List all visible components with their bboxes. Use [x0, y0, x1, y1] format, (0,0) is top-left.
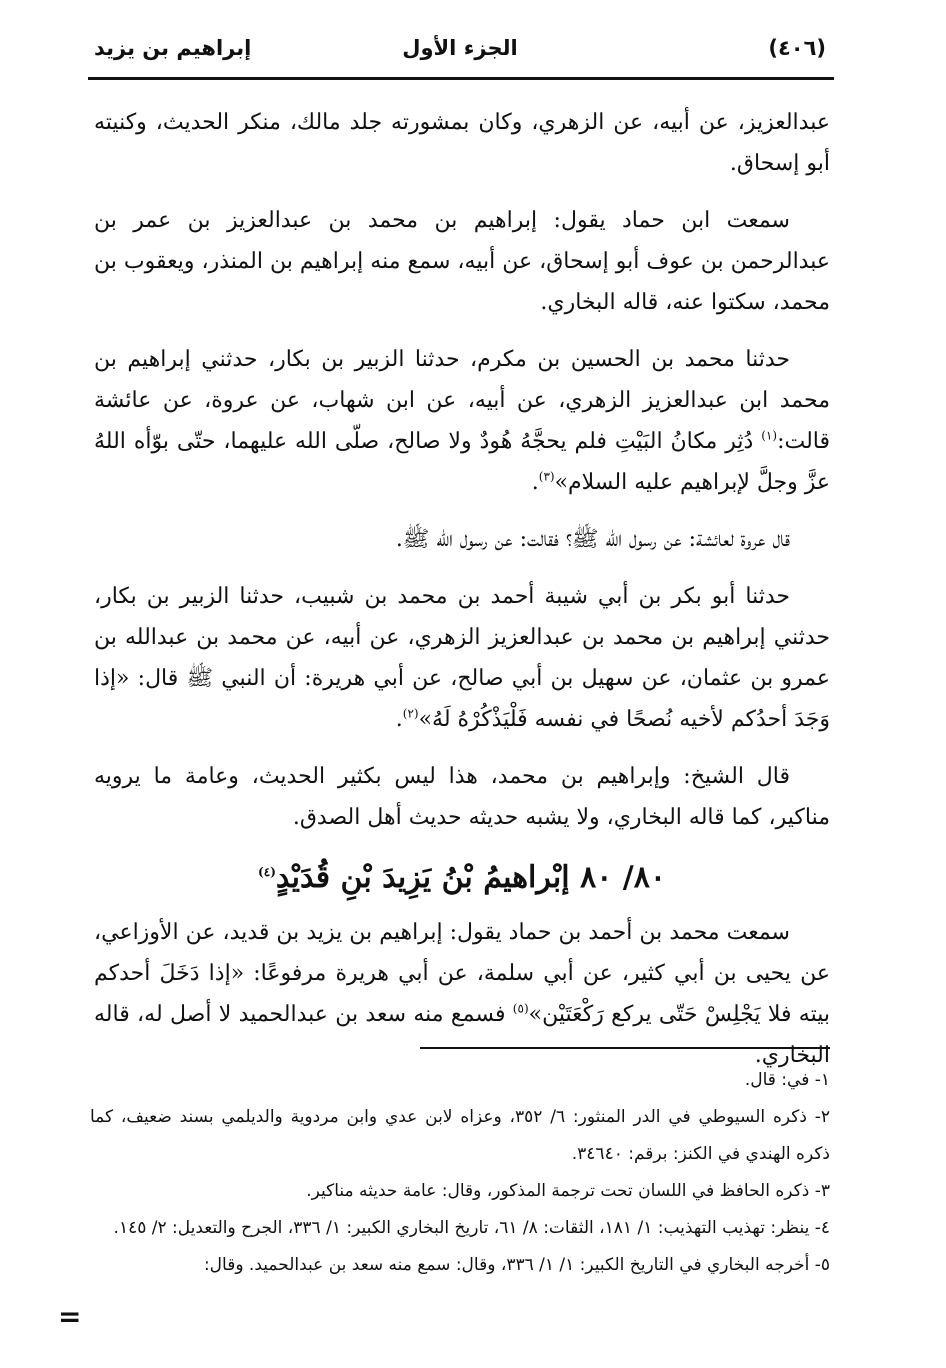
- footnote-ref-1[interactable]: (١): [761, 428, 778, 443]
- footnote-4: ٤- ينظر: تهذيب التهذيب: ١/ ١٨١، الثقات: ٨/ ٦١، تاريخ البخاري الكبير: ١/ ٣٣٦، الجرح والتعديل: ٢/ ١٤٥.: [113, 1218, 830, 1238]
- footnote-separator: [420, 1047, 830, 1049]
- footnote-ref-3[interactable]: (٣): [538, 469, 555, 484]
- entry-heading: [94, 854, 830, 902]
- running-title: إبراهيم بن يزيد: [94, 36, 252, 60]
- paragraph-4: قال عروة لعائشة: عن رسول الله ﷺ؟ فقالت: عن رسول الله ﷺ.: [395, 527, 790, 552]
- footnote-ref-2[interactable]: (٢): [402, 706, 419, 721]
- footnote-ref-4[interactable]: (٤): [258, 865, 276, 879]
- part-title: الجزء الأول: [402, 36, 518, 60]
- paragraph-6: قال الشيخ: وإبراهيم بن محمد، هذا ليس بكثير الحديث، وعامة ما يرويه مناكير، كما قاله البخاري، ولا يشبه حديثه حديث أهل الصدق.: [94, 764, 830, 830]
- paragraph-3: [94, 339, 830, 503]
- footnote-ref-5[interactable]: (٥): [512, 1001, 529, 1016]
- paragraph-5: [94, 576, 830, 740]
- page-number: (٤٠٦): [768, 36, 826, 60]
- entry-heading-text: ٨٠/ ٨٠ إبْراهيمُ بْنُ يَزِيدَ بْنِ قُدَيْدٍ: [275, 860, 666, 895]
- footnote-5: ٥- أخرجه البخاري في التاريخ الكبير: ١/ ١/ ٣٣٦، وقال: سمع منه سعد بن عبدالحميد. وقال:: [203, 1255, 830, 1275]
- paragraph-5-text-a: حدثنا أبو بكر بن أبي شيبة أحمد بن محمد بن شبيب، حدثنا الزبير بن بكار، حدثني إبراهيم بن محمد بن عبدالعزيز الزهري، عن أبيه، عن محمد بن عبدالله بن عمرو بن عثمان، عن سهيل بن أبي صالح، عن أبي هريرة: أن النبي ﷺ قال: «إذا وَجَدَ أحدُكم لأخيه نُصحًا في نفسه فَلْيَذْكُرْهُ لَهُ»: [94, 584, 830, 732]
- footnote-3: ٣- ذكره الحافظ في اللسان تحت ترجمة المذكور، وقال: عامة حديثه مناكير.: [306, 1181, 830, 1201]
- page-header: [90, 30, 830, 74]
- paragraph-7-text-a: سمعت محمد بن أحمد بن حماد يقول: إبراهيم بن يزيد بن قديد، عن الأوزاعي، عن يحيى بن أبي كثير، عن أبي سلمة، عن أبي هريرة مرفوعًا: «إذا دَخَلَ أحدكم بيته فلا يَجْلِسْ حَتّى يركع رَكْعَتَيْن»: [94, 920, 830, 1027]
- paragraph-3-text-a: حدثنا محمد بن الحسين بن مكرم، حدثنا الزبير بن بكار، حدثني إبراهيم بن محمد ابن عبدالعزيز الزهري، عن أبيه، عن ابن شهاب، عن عروة، عن عائشة قالت:: [94, 347, 830, 454]
- paragraph-7: [94, 912, 830, 1076]
- continuation-mark: =: [58, 1300, 82, 1333]
- paragraph-3-text-b: دُثِر مكانُ البَيْتِ فلم يحجَّهُ هُودٌ ولا صالح، صلّى الله عليهما، حتّى بوّأه اللهُ عزَّ وجلَّ لإبراهيم عليه السلام»: [94, 429, 830, 495]
- paragraph-1: عبدالعزيز، عن أبيه، عن الزهري، وكان بمشورته جلد مالك، منكر الحديث، وكنيته أبو إسحاق.: [94, 110, 830, 176]
- paragraph-2: سمعت ابن حماد يقول: إبراهيم بن محمد بن عبدالعزيز بن عمر بن عبدالرحمن بن عوف أبو إسحاق، عن أبيه، سمع منه إبراهيم بن المنذر، ويعقوب بن محمد، سكتوا عنه، قاله البخاري.: [94, 208, 830, 315]
- footnote-2: ٢- ذكره السيوطي في الدر المنثور: ٦/ ٣٥٢، وعزاه لابن عدي وابن مردوية والديلمي بسند ضعيف، كما ذكره الهندي في الكنز: برقم: ٣٤٦٤٠.: [90, 1107, 830, 1164]
- paragraph-7-text-b: فسمع منه سعد بن عبدالحميد لا أصل له، قاله البخاري.: [94, 1002, 830, 1068]
- paragraph-5-text-b: .: [395, 707, 403, 732]
- paragraph-3-text-c: .: [531, 470, 539, 495]
- footnote-1: ١- في: قال.: [744, 1070, 830, 1090]
- header-rule: [88, 77, 834, 80]
- footnotes: [90, 1062, 830, 1284]
- main-text: [94, 102, 830, 1092]
